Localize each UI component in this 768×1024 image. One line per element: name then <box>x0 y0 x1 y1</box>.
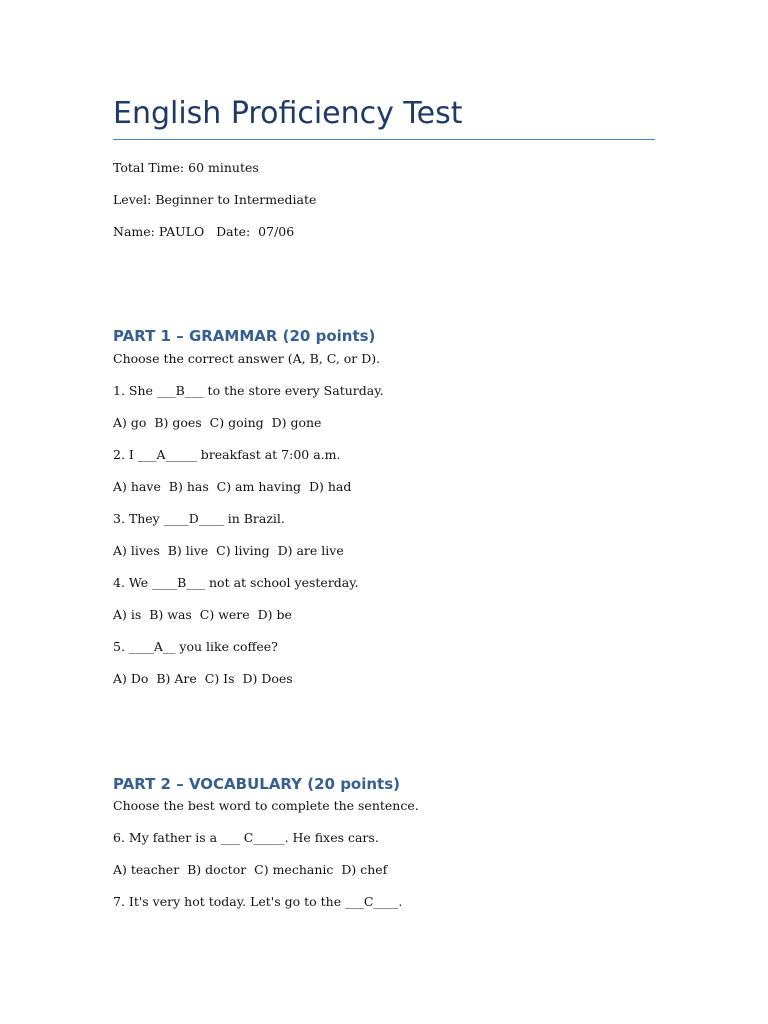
level: Level: Beginner to Intermediate <box>113 192 317 207</box>
total-time: Total Time: 60 minutes <box>113 160 259 175</box>
question-5-options: A) Do B) Are C) Is D) Does <box>113 671 293 686</box>
name-date: Name: PAULO Date: 07/06 <box>113 224 295 239</box>
question-2: 2. I ___A_____ breakfast at 7:00 a.m. <box>113 447 341 462</box>
question-1-options: A) go B) goes C) going D) gone <box>113 415 322 430</box>
question-6-options: A) teacher B) doctor C) mechanic D) chef <box>113 862 388 877</box>
part1-heading: PART 1 – GRAMMAR (20 points) <box>113 327 376 345</box>
question-3: 3. They ____D____ in Brazil. <box>113 511 285 526</box>
question-1: 1. She ___B___ to the store every Saturday. <box>113 383 384 398</box>
question-4-options: A) is B) was C) were D) be <box>113 607 292 622</box>
question-4: 4. We ____B___ not at school yesterday. <box>113 575 359 590</box>
document-title: English Proficiency Test <box>113 96 463 131</box>
question-6: 6. My father is a ___ C_____. He fixes cars. <box>113 830 379 845</box>
part1-instruction: Choose the correct answer (A, B, C, or D). <box>113 351 381 366</box>
part2-heading: PART 2 – VOCABULARY (20 points) <box>113 775 401 793</box>
title-underline <box>113 139 655 140</box>
question-5: 5. ____A__ you like coffee? <box>113 639 278 654</box>
question-7: 7. It's very hot today. Let's go to the ___C____. <box>113 894 403 909</box>
question-2-options: A) have B) has C) am having D) had <box>113 479 352 494</box>
question-3-options: A) lives B) live C) living D) are live <box>113 543 344 558</box>
part2-instruction: Choose the best word to complete the sentence. <box>113 798 419 813</box>
